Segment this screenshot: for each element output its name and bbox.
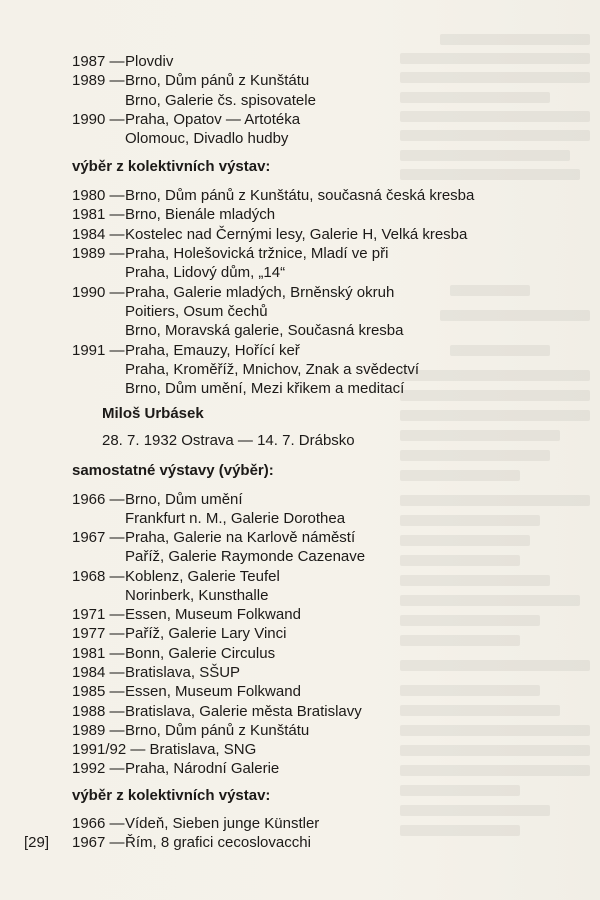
entry-text: Essen, Museum Folkwand [125, 683, 301, 700]
entry-year: 1981 — [72, 645, 125, 662]
entry-year: 1991 — [72, 342, 125, 359]
entry-text: Praha, Holešovická tržnice, Mladí ve při [125, 245, 389, 262]
list-item [72, 664, 241, 682]
list-item [72, 703, 362, 721]
entry-text: Bratislava, SŠUP [125, 664, 241, 681]
entry-year: 1984 — [72, 664, 125, 681]
entry-text: Brno, Dům pánů z Kunštátu [125, 72, 310, 89]
entry-text: Brno, Dům umění [125, 491, 243, 508]
entry-year: 1977 — [72, 625, 125, 642]
section-heading-group-exhibitions-2: výběr z kolektivních výstav: [72, 787, 271, 804]
entry-year: 1967 — [72, 529, 125, 546]
entry-text: Praha, Kroměříž, Mnichov, Znak a svědectví [125, 361, 420, 378]
entry-text: Norinberk, Kunsthalle [125, 587, 269, 604]
entry-text: Olomouc, Divadlo hudby [125, 130, 289, 147]
list-item [72, 226, 468, 244]
entry-text: Plovdiv [125, 53, 174, 70]
entry-text: Brno, Galerie čs. spisovatele [125, 92, 316, 109]
entry-year: 1967 — [72, 834, 125, 851]
entry-year: 1985 — [72, 683, 125, 700]
entry-text: Brno, Bienále mladých [125, 206, 276, 223]
entry-year: 1966 — [72, 815, 125, 832]
entry-text: Brno, Dům pánů z Kunštátu, současná česká kresba [125, 187, 475, 204]
entry-year: 1984 — [72, 226, 125, 243]
list-item [72, 834, 311, 852]
entry-year: 1992 — [72, 760, 125, 777]
list-item [72, 187, 475, 205]
entry-text: Paříž, Galerie Raymonde Cazenave [125, 548, 366, 565]
entry-text: Praha, Národní Galerie [125, 760, 280, 777]
entry-text: Bratislava, Galerie města Bratislavy [125, 703, 362, 720]
entry-year: 1990 — [72, 111, 125, 128]
entry-text: Praha, Emauzy, Hořící keř [125, 342, 300, 359]
list-item [72, 645, 276, 663]
list-item [72, 722, 310, 740]
entry-year: 1968 — [72, 568, 125, 585]
entry-year: 1987 — [72, 53, 125, 70]
entry-year: 1989 — [72, 245, 125, 262]
entry-year: 1971 — [72, 606, 125, 623]
entry-text: Vídeň, Sieben junge Künstler [125, 815, 320, 832]
list-item [72, 53, 174, 71]
entry-text: 1991/92 — Bratislava, SNG [72, 741, 257, 758]
list-item [72, 529, 356, 547]
list-item [72, 111, 301, 129]
list-item [72, 568, 280, 586]
list-item [72, 245, 389, 263]
entry-year: 1989 — [72, 722, 125, 739]
entry-year: 1990 — [72, 284, 125, 301]
artist-name: Miloš Urbásek [102, 405, 204, 422]
entry-text: Frankfurt n. M., Galerie Dorothea [125, 510, 346, 527]
page-number: [29] [24, 834, 50, 851]
list-item [72, 683, 301, 701]
entry-text: Bonn, Galerie Circulus [125, 645, 276, 662]
entry-text: Brno, Dům umění, Mezi křikem a meditací [125, 380, 405, 397]
list-item [72, 206, 276, 224]
entry-text: Řím, 8 grafici cecoslovacchi [125, 834, 311, 851]
entry-text: Praha, Galerie na Karlově náměstí [125, 529, 356, 546]
entry-year: 1980 — [72, 187, 125, 204]
entry-text: Paříž, Galerie Lary Vinci [125, 625, 287, 642]
artist-life-dates: 28. 7. 1932 Ostrava — 14. 7. Drábsko [102, 432, 355, 449]
list-item [72, 741, 256, 759]
entry-year: 1981 — [72, 206, 125, 223]
entry-year: 1989 — [72, 72, 125, 89]
list-item [72, 815, 320, 833]
entry-text: Praha, Opatov — Artotéka [125, 111, 301, 128]
entry-year: 1988 — [72, 703, 125, 720]
list-item [72, 284, 395, 302]
entry-text: Praha, Lidový dům, „14“ [125, 264, 286, 281]
entry-year: 1966 — [72, 491, 125, 508]
list-item [72, 760, 280, 778]
section-heading-solo-exhibitions: samostatné výstavy (výběr): [72, 462, 274, 479]
entry-text: Praha, Galerie mladých, Brněnský okruh [125, 284, 395, 301]
entry-text: Essen, Museum Folkwand [125, 606, 301, 623]
list-item [72, 491, 243, 509]
list-item [72, 342, 300, 360]
entry-text: Brno, Dům pánů z Kunštátu [125, 722, 310, 739]
section-heading-group-exhibitions: výběr z kolektivních výstav: [72, 158, 271, 175]
entry-text: Kostelec nad Černými lesy, Galerie H, Velká kresba [125, 226, 468, 243]
list-item [72, 606, 301, 624]
entry-text: Poitiers, Osum čechů [125, 303, 268, 320]
entry-text: Brno, Moravská galerie, Současná kresba [125, 322, 404, 339]
list-item [72, 72, 310, 90]
list-item [72, 625, 287, 643]
entry-text: Koblenz, Galerie Teufel [125, 568, 280, 585]
